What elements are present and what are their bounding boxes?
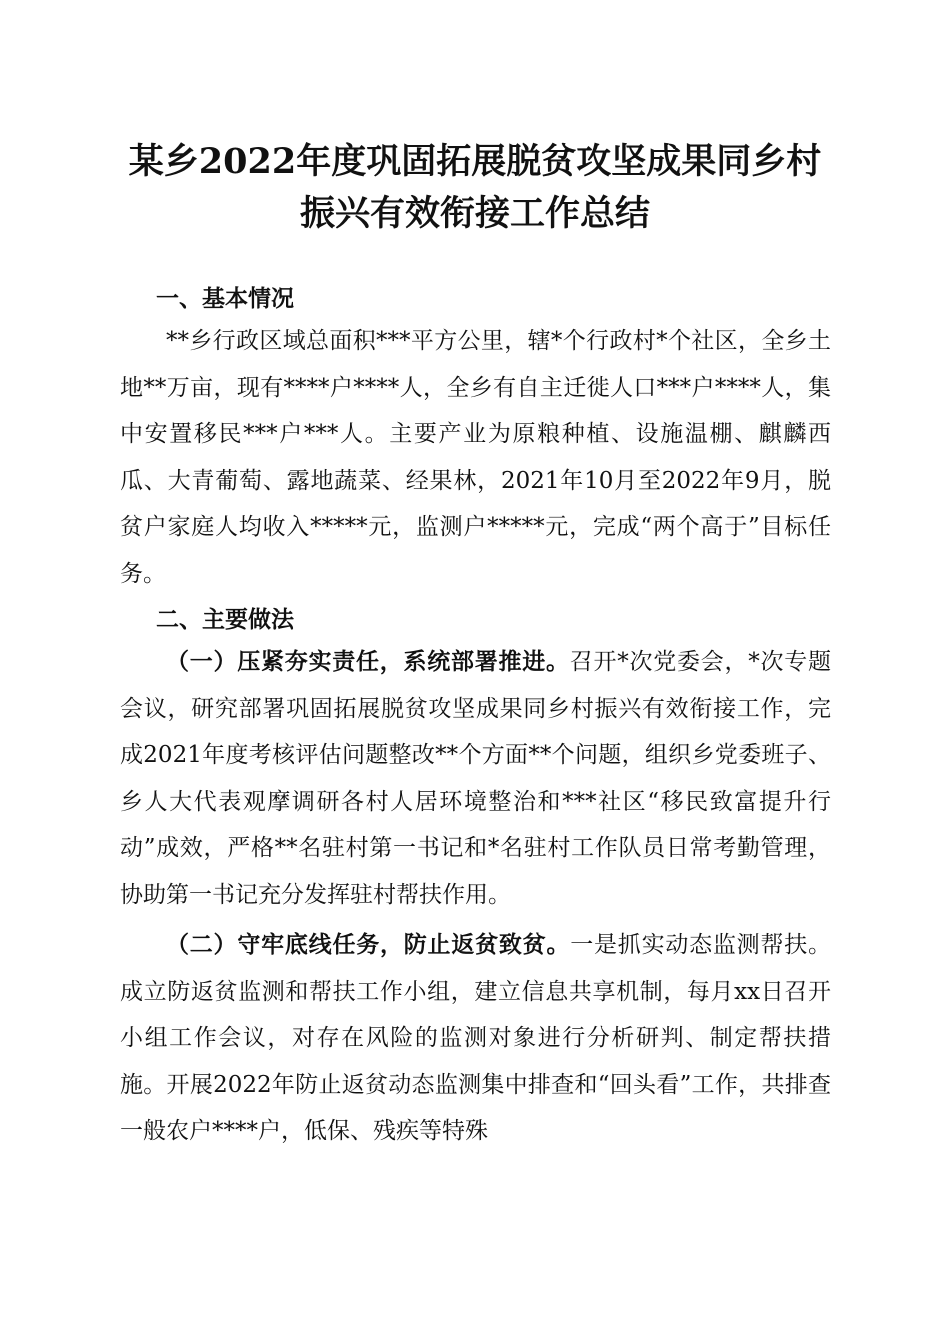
title-line-2: 振兴有效衔接工作总结 — [299, 193, 650, 234]
title-line-1: 某乡2022年度巩固拓展脱贫攻坚成果同乡村 — [128, 141, 822, 182]
section-2-heading: 二、主要做法 — [156, 607, 294, 633]
item-2-lead: （二）守牢底线任务，防止返贫致贫。 — [166, 931, 571, 958]
section-1-paragraph: **乡行政区域总面积***平方公里，辖*个行政村*个社区，全乡土地**万亩，现有****户****人，全乡有自主迁徙人口***户****人，集中安置移民***户***人。主要产业为原粮种植、设施温棚、麒麟西瓜、大青葡萄、露地蔬菜、经果林，2021年10月至2022年9月，脱贫户家庭人均收入*****元，监测户*****元，完成“两个高于”目标任务。 — [120, 328, 831, 587]
item-1-text: 召开*次党委会，*次专题会议，研究部署巩固拓展脱贫攻坚成果同乡村振兴有效衔接工作，完成2021年度考核评估问题整改**个方面**个问题，组织乡党委班子、乡人大代表观摩调研各村人居环境整治和***社区“移民致富提升行动”成效，严格**名驻村第一书记和*名驻村工作队员日常考勤管理，协助第一书记充分发挥驻村帮扶作用。 — [120, 649, 831, 908]
item-1-lead: （一）压紧夯实责任，系统部署推进。 — [166, 648, 570, 675]
document-body — [120, 280, 831, 1155]
section-1-heading: 一、基本情况 — [156, 286, 294, 312]
section-2-item-1 — [120, 639, 831, 918]
document-title — [100, 136, 850, 240]
item-2-text: 一是抓实动态监测帮扶。成立防返贫监测和帮扶工作小组，建立信息共享机制，每月xx日召开小组工作会议，对存在风险的监测对象进行分析研判、制定帮扶措施。开展2022年防止返贫动态监测集中排查和“回头看”工作，共排查一般农户****户，低保、残疾等特殊 — [120, 932, 832, 1144]
section-2-item-2 — [120, 922, 831, 1155]
